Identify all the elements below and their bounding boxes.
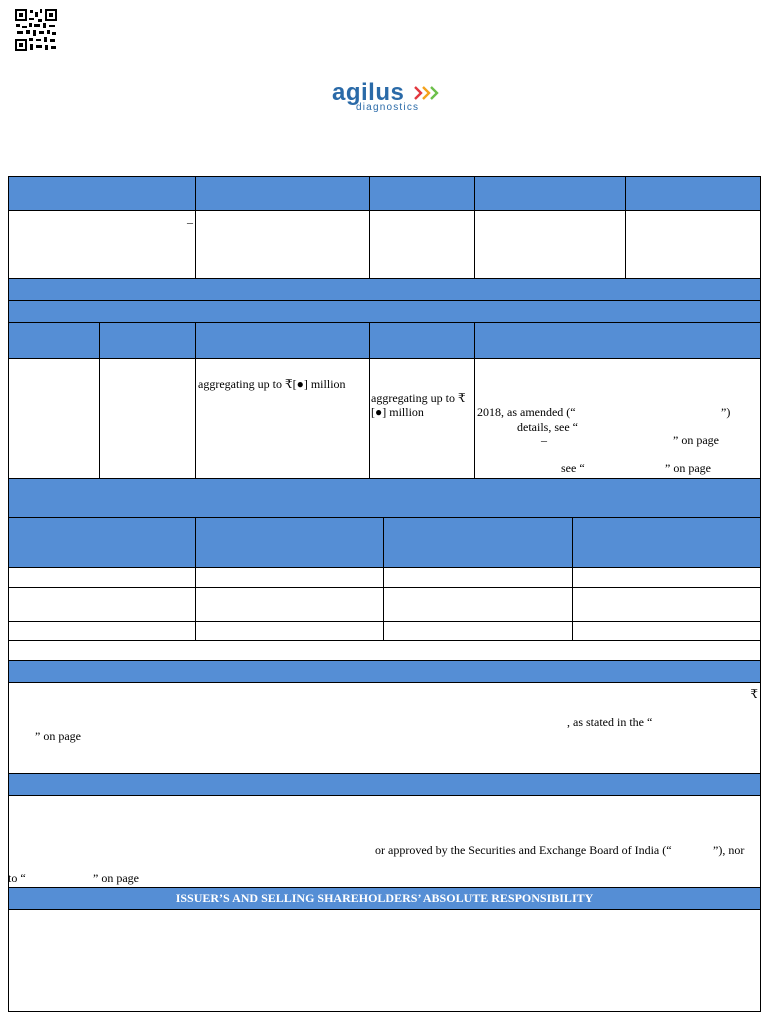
qr-code-icon (14, 8, 58, 52)
responsibility-header (8, 887, 761, 910)
on-page-text: ” on page (35, 729, 81, 743)
eligibility-on-page: ” on page (673, 433, 719, 447)
table1-header-cell (195, 176, 370, 211)
table-row-cell (572, 587, 761, 622)
table-row-cell (383, 587, 573, 622)
table-row-cell (195, 567, 384, 588)
sebi-text: or approved by the Securities and Exchange Board of India (“ (375, 843, 672, 857)
to-text: to “ (8, 871, 26, 885)
table3-header-cell (195, 517, 384, 568)
logo-subtitle: diagnostics (356, 102, 420, 113)
offer-for-sale-cell (369, 358, 475, 479)
rupee-symbol: ₹ (750, 687, 758, 701)
table2-header-cell (474, 322, 761, 359)
table-row-full (8, 640, 761, 661)
fresh-issue-text: aggregating up to ₹[●] million (198, 377, 346, 391)
risks-section-header (8, 773, 761, 796)
table1-cell (625, 210, 761, 279)
stated-in-text: , as stated in the “ (567, 715, 653, 729)
section-bar (8, 300, 761, 323)
eligibility-line2: details, see “ (517, 420, 578, 434)
eligibility-dash: – (541, 433, 547, 447)
table1-cell (195, 210, 370, 279)
table1-header-cell (369, 176, 475, 211)
eligibility-on-page-2: ” on page (665, 461, 711, 475)
section-bar (8, 478, 761, 518)
chevron-green-icon (430, 86, 439, 100)
table2-header-cell (8, 322, 100, 359)
table2-header-cell (369, 322, 475, 359)
table-row-cell (195, 587, 384, 622)
risks-section-body (8, 795, 761, 888)
table1-header-cell (8, 176, 196, 211)
table1-header-cell (474, 176, 626, 211)
table-row-cell (8, 621, 196, 641)
price-section-header (8, 660, 761, 683)
table2-header-cell (195, 322, 370, 359)
eligibility-line1: 2018, as amended (“ (477, 405, 576, 419)
responsibility-title: ISSUER’S AND SELLING SHAREHOLDERS’ ABSOLUTE RESPONSIBILITY (175, 891, 594, 905)
table2-header-cell (99, 322, 196, 359)
offer-for-sale-text: aggregating up to ₹ [●] million (371, 391, 466, 419)
to-on-page-text: ” on page (93, 871, 139, 885)
table2-cell (99, 358, 196, 479)
agilus-logo (332, 80, 442, 114)
table1-header-cell (625, 176, 761, 211)
eligibility-cell (474, 358, 761, 479)
table1-cell (474, 210, 626, 279)
table-row-cell (8, 567, 196, 588)
table-row-cell (572, 621, 761, 641)
table2-cell (8, 358, 100, 479)
table1-cell (8, 210, 196, 279)
table3-header-cell (572, 517, 761, 568)
section-bar (8, 278, 761, 301)
price-section-body (8, 682, 761, 774)
table3-header-cell (383, 517, 573, 568)
table-row-cell (572, 567, 761, 588)
table1-cell (369, 210, 475, 279)
table-row-cell (383, 567, 573, 588)
logo-wordmark: agilus (332, 79, 405, 106)
table-row-cell (195, 621, 384, 641)
eligibility-see: see “ (561, 461, 585, 475)
sebi-end-text: ”), nor (713, 843, 745, 857)
responsibility-body (8, 909, 761, 1012)
dash-text: – (187, 215, 193, 229)
fresh-issue-cell (195, 358, 370, 479)
table3-header-cell (8, 517, 196, 568)
table-row-cell (383, 621, 573, 641)
eligibility-line1-end: ”) (721, 405, 731, 419)
table-row-cell (8, 587, 196, 622)
